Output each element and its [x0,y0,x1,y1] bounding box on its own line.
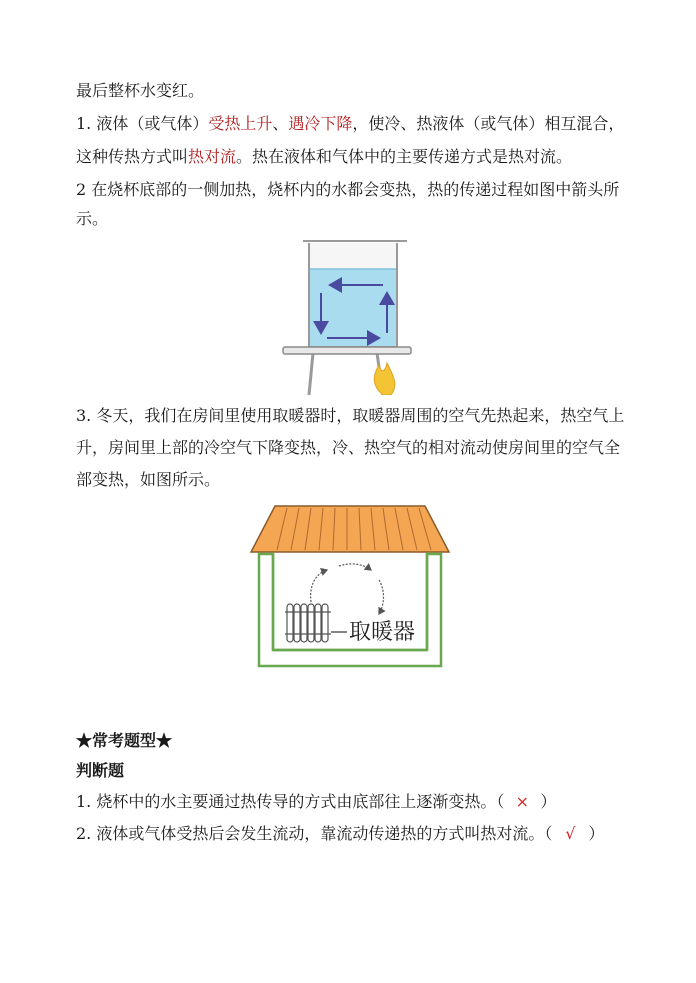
highlight-fall: 遇冷下降 [288,114,353,133]
stand-leg-left [309,353,313,395]
point1-line1: 1. 液体（或气体）受热上升、遇冷下降，使冷、热液体（或气体）相互混合， [76,114,625,133]
beaker-figure [275,235,415,395]
house-roof [251,506,449,552]
beaker-water [310,269,396,346]
air-arrow-right [379,580,384,614]
section-subtitle: 判断题 [76,761,125,780]
point2-line1: 2 在烧杯底部的一侧加热，烧杯内的水都会变热，热的传递过程如图中箭头所 [76,180,620,199]
radiator-label: 取暖器 [349,620,416,645]
air-arrow-up [311,570,327,602]
highlight-rise: 受热上升 [208,114,273,133]
question-1: 1. 烧杯中的水主要通过热传导的方式由底部往上逐渐变热。（ × ） [76,792,557,811]
point1-line2: 这种传热方式叫热对流。热在液体和气体中的主要传递方式是热对流。 [76,147,573,166]
stand-plate [283,347,411,354]
intro-line: 最后整杯水变红。 [76,81,205,100]
answer-check: √ [565,824,576,843]
point3-line2: 升，房间里上部的冷空气下降变热，冷、热空气的相对流动使房间里的空气全 [76,438,621,457]
answer-cross: × [515,792,530,811]
radiator-icon [285,604,331,642]
point3-line3: 部变热，如图所示。 [76,470,221,489]
point2-line2: 示。 [76,209,109,228]
flame-icon [374,363,395,395]
highlight-convection: 热对流 [188,147,237,166]
point3-line1: 3. 冬天，我们在房间里使用取暖器时，取暖器周围的空气先热起来，热空气上 [76,406,625,425]
air-arrow-top [339,564,371,570]
section-title: ★常考题型★ [76,731,173,750]
question-2: 2. 液体或气体受热后会发生流动，靠流动传递热的方式叫热对流。（ √ ） [76,824,605,843]
